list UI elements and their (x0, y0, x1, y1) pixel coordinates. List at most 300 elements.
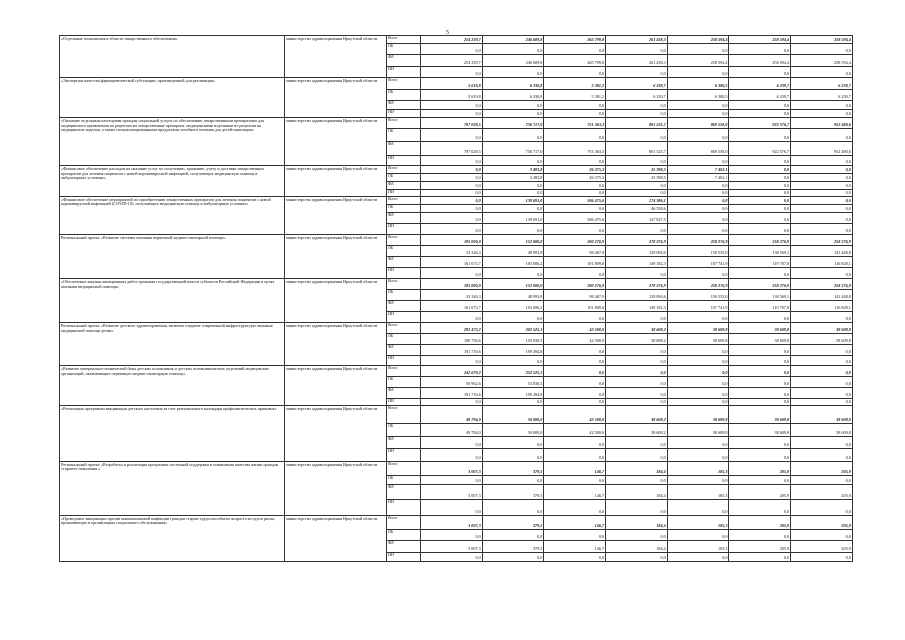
amount-cell: 205,9 (791, 515, 853, 529)
amount-cell: 103 006,2 (482, 256, 544, 267)
amount-cell: 0,0 (606, 66, 668, 78)
table-row (60, 234, 853, 245)
amount-cell: 0,0 (667, 366, 729, 377)
amount-cell: 25 398,5 (606, 166, 668, 174)
amount-cell: 6 239,7 (606, 89, 668, 101)
executor-cell: министерство здравоохранения Иркутской области (285, 515, 387, 562)
amount-cell: 3 007,3 (421, 515, 483, 529)
amount-cell: 0,0 (729, 212, 791, 223)
amount-cell: 258 594,4 (729, 55, 791, 67)
amount-cell: 38 609,8 (667, 323, 729, 334)
amount-cell: 0,0 (421, 128, 483, 142)
amount-cell: 38 608,2 (606, 334, 668, 345)
amount-cell: 150 535,0 (667, 245, 729, 256)
amount-cell: 184,4 (606, 540, 668, 553)
amount-cell: 0,0 (729, 101, 791, 110)
amount-cell: 0,0 (791, 500, 853, 516)
amount-cell: 0,0 (729, 500, 791, 516)
amount-cell: 0,0 (544, 66, 606, 78)
executor-cell: министерство здравоохранения Иркутской области (285, 196, 387, 234)
amount-cell: 119 707,8 (729, 301, 791, 312)
amount-cell: 5 619,8 (421, 78, 483, 90)
program-name-cell: «Отдельные полномочия в области лекарственного обеспечения» (60, 36, 285, 78)
table-row (60, 461, 853, 475)
amount-cell: 0,0 (791, 182, 853, 190)
amount-cell: 0,0 (606, 345, 668, 356)
funding-source-cell: ФБ (387, 484, 421, 500)
amount-cell: 0,0 (544, 475, 606, 484)
amount-cell: 199 494,8 (482, 345, 544, 356)
amount-cell: 53 030,3 (482, 377, 544, 388)
executor-cell: министерство здравоохранения Иркутской области (285, 366, 387, 406)
amount-cell: 161 673,7 (421, 256, 483, 267)
funding-source-cell: ОБ (387, 174, 421, 182)
amount-cell: 26 375,3 (544, 174, 606, 182)
funding-source-cell: ИИ (387, 312, 421, 323)
amount-cell: 379,5 (482, 484, 544, 500)
amount-cell: 707 028,5 (421, 142, 483, 156)
amount-cell: 149 182,3 (606, 301, 668, 312)
amount-cell: 38 608,2 (606, 405, 668, 424)
amount-cell: 0,0 (482, 475, 544, 484)
amount-cell: 48 993,8 (482, 245, 544, 256)
budget-table (59, 35, 853, 562)
funding-source-cell: ФБ (387, 182, 421, 190)
amount-cell: 0,0 (606, 128, 668, 142)
amount-cell: 922 576,7 (729, 142, 791, 156)
amount-cell: 0,0 (482, 449, 544, 462)
funding-source-cell: ИИ (387, 66, 421, 78)
amount-cell: 205,9 (791, 540, 853, 553)
amount-cell: 6 239,7 (791, 78, 853, 90)
amount-cell: 0,0 (482, 223, 544, 234)
amount-cell: 3 007,3 (421, 461, 483, 475)
amount-cell: 707 028,5 (421, 118, 483, 129)
amount-cell: 736 717,0 (482, 142, 544, 156)
amount-cell: 50 000,0 (482, 405, 544, 424)
amount-cell: 107 741,9 (667, 256, 729, 267)
amount-cell: 0,0 (667, 345, 729, 356)
amount-cell: 0,0 (791, 267, 853, 279)
program-name-cell: Региональный проект «Развитие детского здравоохранения, включая создание современной инфраструктуры оказания медицинской помощи детям» (60, 323, 285, 366)
amount-cell: 26 375,3 (544, 166, 606, 174)
amount-cell: 141 448,8 (791, 290, 853, 301)
amount-cell: 751 363,3 (544, 118, 606, 129)
funding-source-cell: Всего (387, 78, 421, 90)
amount-cell: 0,0 (544, 366, 606, 377)
amount-cell: 0,0 (791, 128, 853, 142)
amount-cell: 191 716,6 (421, 345, 483, 356)
amount-cell: 0,0 (544, 399, 606, 406)
amount-cell: 138 569,1 (729, 245, 791, 256)
amount-cell: 185,3 (667, 540, 729, 553)
funding-source-cell: Всего (387, 461, 421, 475)
funding-source-cell: ОБ (387, 89, 421, 101)
program-name-cell: «Обеспечение закупки авиационных работ органами государственной власти субъектов Российской Федерации в целях оказания медицинской помощи» (60, 279, 285, 323)
amount-cell: 0,0 (482, 436, 544, 449)
amount-cell: 0,0 (606, 223, 668, 234)
amount-cell: 0,0 (606, 155, 668, 166)
amount-cell: 146,7 (544, 484, 606, 500)
amount-cell: 0,0 (729, 449, 791, 462)
funding-source-cell: ФБ (387, 212, 421, 223)
funding-source-cell: Всего (387, 405, 421, 424)
amount-cell: 0,0 (729, 109, 791, 118)
amount-cell: 0,0 (606, 388, 668, 399)
amount-cell: 49 794,0 (421, 405, 483, 424)
funding-source-cell: Всего (387, 323, 421, 334)
amount-cell: 0,0 (667, 553, 729, 562)
amount-cell: 0,0 (729, 377, 791, 388)
amount-cell: 869 558,0 (667, 118, 729, 129)
amount-cell: 0,0 (791, 109, 853, 118)
amount-cell: 0,0 (544, 312, 606, 323)
amount-cell: 0,0 (421, 436, 483, 449)
page-number: 5 (446, 30, 449, 36)
amount-cell: 0,0 (421, 553, 483, 562)
amount-cell: 261 438,3 (606, 55, 668, 67)
amount-cell: 38 609,8 (729, 323, 791, 334)
amount-cell: 801 525,7 (606, 142, 668, 156)
amount-cell: 0,0 (482, 190, 544, 197)
amount-cell: 0,0 (544, 553, 606, 562)
amount-cell: 205,9 (729, 461, 791, 475)
amount-cell: 0,0 (544, 449, 606, 462)
funding-source-cell: ОБ (387, 529, 421, 540)
table-row (60, 405, 853, 424)
amount-cell: 49 794,0 (421, 424, 483, 437)
funding-source-cell: ОБ (387, 245, 421, 256)
amount-cell: 0,0 (544, 267, 606, 279)
funding-source-cell: ИИ (387, 267, 421, 279)
amount-cell: 258 594,4 (791, 36, 853, 44)
funding-source-cell: ФБ (387, 101, 421, 110)
amount-cell: 258 276,9 (729, 234, 791, 245)
amount-cell: 0,0 (606, 190, 668, 197)
amount-cell: 0,0 (667, 182, 729, 190)
program-name-cell: «Экспертиза качества фармацевтической субстанции, произведенной для реализации» (60, 78, 285, 118)
amount-cell: 3 007,3 (421, 540, 483, 553)
amount-cell: 146,7 (544, 461, 606, 475)
amount-cell: 0,0 (544, 128, 606, 142)
amount-cell: 0,0 (729, 436, 791, 449)
funding-source-cell: ОБ (387, 290, 421, 301)
amount-cell: 3 493,8 (482, 166, 544, 174)
funding-source-cell: ОБ (387, 377, 421, 388)
table-row (60, 366, 853, 377)
amount-cell: 129 094,6 (606, 290, 668, 301)
amount-cell: 185,3 (667, 484, 729, 500)
program-name-cell: «Финансовое обеспечение мероприятий по приобретению лекарственных препаратов для лечения пациентов с новой коронавирусной инфекцией (COVID-19), получающих медицинскую помощь в амбулаторных условиях» (60, 196, 285, 234)
amount-cell: 184,4 (606, 484, 668, 500)
amount-cell: 0,0 (791, 553, 853, 562)
amount-cell: 0,0 (482, 66, 544, 78)
amount-cell: 6 239,7 (729, 89, 791, 101)
amount-cell: 0,0 (421, 212, 483, 223)
amount-cell: 205,9 (729, 484, 791, 500)
funding-source-cell: ИИ (387, 190, 421, 197)
amount-cell: 161 673,7 (421, 301, 483, 312)
program-name-cell: «Реализация программы вакцинации детского населения за счет регионального календаря профилактических прививок» (60, 405, 285, 461)
funding-source-cell: ФБ (387, 388, 421, 399)
amount-cell: 952 480,6 (791, 142, 853, 156)
amount-cell: 278 276,9 (606, 234, 668, 245)
funding-source-cell: ОБ (387, 128, 421, 142)
table-row (60, 196, 853, 204)
amount-cell: 146,7 (544, 515, 606, 529)
funding-source-cell: ИИ (387, 449, 421, 462)
funding-source-cell: ФБ (387, 345, 421, 356)
amount-cell: 258 276,9 (791, 279, 853, 290)
amount-cell: 0,0 (544, 529, 606, 540)
amount-cell: 152 000,0 (482, 234, 544, 245)
amount-cell: 0,0 (606, 366, 668, 377)
amount-cell: 0,0 (729, 388, 791, 399)
amount-cell: 0,0 (482, 155, 544, 166)
amount-cell: 0,0 (729, 312, 791, 323)
amount-cell: 0,0 (421, 190, 483, 197)
amount-cell: 0,0 (791, 43, 853, 55)
amount-cell: 379,5 (482, 540, 544, 553)
amount-cell: 0,0 (421, 155, 483, 166)
amount-cell: 38 609,8 (791, 424, 853, 437)
amount-cell: 0,0 (606, 449, 668, 462)
amount-cell: 38 608,2 (606, 424, 668, 437)
amount-cell: 0,0 (729, 399, 791, 406)
amount-cell: 0,0 (667, 267, 729, 279)
amount-cell: 33 326,3 (421, 245, 483, 256)
amount-cell: 0,0 (667, 449, 729, 462)
amount-cell: 922 576,7 (729, 118, 791, 129)
amount-cell: 0,0 (421, 43, 483, 55)
amount-cell: 103 030,3 (482, 334, 544, 345)
funding-source-cell: Всего (387, 279, 421, 290)
amount-cell: 0,0 (421, 66, 483, 78)
funding-source-cell: ОБ (387, 475, 421, 484)
funding-source-cell: ИИ (387, 223, 421, 234)
amount-cell: 100 756,6 (421, 334, 483, 345)
amount-cell: 258 594,4 (791, 55, 853, 67)
amount-cell: 0,0 (482, 204, 544, 212)
funding-source-cell: ИИ (387, 399, 421, 406)
amount-cell: 0,0 (791, 66, 853, 78)
amount-cell: 0,0 (482, 312, 544, 323)
amount-cell: 195 000,0 (421, 234, 483, 245)
executor-cell: министерство здравоохранения Иркутской области (285, 279, 387, 323)
funding-source-cell: Всего (387, 196, 421, 204)
amount-cell: 0,0 (729, 475, 791, 484)
amount-cell: 0,0 (791, 399, 853, 406)
amount-cell: 0,0 (729, 166, 791, 174)
amount-cell: 0,0 (667, 109, 729, 118)
amount-cell: 200 276,9 (544, 279, 606, 290)
amount-cell: 146,7 (544, 540, 606, 553)
funding-source-cell: ИИ (387, 356, 421, 366)
amount-cell: 0,0 (667, 101, 729, 110)
amount-cell: 0,0 (667, 312, 729, 323)
funding-source-cell: ИИ (387, 500, 421, 516)
amount-cell: 174 386,1 (606, 196, 668, 204)
table-row (60, 515, 853, 529)
amount-cell: 246 609,8 (482, 36, 544, 44)
amount-cell: 7 402,1 (667, 166, 729, 174)
amount-cell: 116 828,1 (791, 256, 853, 267)
funding-source-cell: ОБ (387, 43, 421, 55)
amount-cell: 0,0 (667, 399, 729, 406)
funding-source-cell: ФБ (387, 301, 421, 312)
amount-cell: 0,0 (421, 223, 483, 234)
amount-cell: 38 609,8 (791, 334, 853, 345)
amount-cell: 0,0 (421, 500, 483, 516)
amount-cell: 0,0 (606, 101, 668, 110)
table-row (60, 118, 853, 129)
amount-cell: 0,0 (606, 356, 668, 366)
amount-cell: 0,0 (421, 475, 483, 484)
amount-cell: 0,0 (791, 101, 853, 110)
amount-cell: 0,0 (729, 182, 791, 190)
amount-cell: 38 609,8 (791, 323, 853, 334)
amount-cell: 0,0 (791, 155, 853, 166)
amount-cell: 0,0 (791, 174, 853, 182)
amount-cell: 205,9 (791, 484, 853, 500)
amount-cell: 0,0 (667, 190, 729, 197)
amount-cell: 258 276,9 (729, 279, 791, 290)
amount-cell: 0,0 (729, 128, 791, 142)
amount-cell: 0,0 (421, 174, 483, 182)
amount-cell: 0,0 (667, 204, 729, 212)
amount-cell: 38 609,8 (667, 424, 729, 437)
amount-cell: 42 500,0 (544, 424, 606, 437)
amount-cell: 0,0 (729, 529, 791, 540)
amount-cell: 252 525,1 (482, 366, 544, 377)
amount-cell: 0,0 (729, 204, 791, 212)
amount-cell: 0,0 (421, 267, 483, 279)
amount-cell: 0,0 (606, 267, 668, 279)
amount-cell: 0,0 (667, 223, 729, 234)
amount-cell: 6 239,7 (729, 78, 791, 90)
amount-cell: 139 691,0 (482, 196, 544, 204)
amount-cell: 258 276,9 (667, 279, 729, 290)
amount-cell: 0,0 (421, 399, 483, 406)
amount-cell: 952 480,6 (791, 118, 853, 129)
amount-cell: 254 239,7 (421, 36, 483, 44)
amount-cell: 265 799,8 (544, 36, 606, 44)
amount-cell: 0,0 (421, 166, 483, 174)
amount-cell: 185,3 (667, 515, 729, 529)
executor-cell: министерство здравоохранения Иркутской области (285, 234, 387, 279)
amount-cell: 0,0 (791, 166, 853, 174)
amount-cell: 0,0 (482, 109, 544, 118)
amount-cell: 50 962,6 (421, 377, 483, 388)
amount-cell: 0,0 (667, 388, 729, 399)
amount-cell: 0,0 (544, 101, 606, 110)
amount-cell: 379,5 (482, 515, 544, 529)
funding-source-cell: Всего (387, 166, 421, 174)
amount-cell: 150 535,0 (667, 290, 729, 301)
amount-cell: 0,0 (791, 388, 853, 399)
amount-cell: 0,0 (544, 436, 606, 449)
amount-cell: 149 182,3 (606, 256, 668, 267)
amount-cell: 801 525,7 (606, 118, 668, 129)
amount-cell: 101 809,0 (544, 256, 606, 267)
amount-cell: 0,0 (482, 101, 544, 110)
funding-source-cell: ФБ (387, 55, 421, 67)
amount-cell: 0,0 (544, 109, 606, 118)
amount-cell: 38 608,2 (606, 323, 668, 334)
funding-source-cell: ОБ (387, 424, 421, 437)
amount-cell: 0,0 (791, 436, 853, 449)
amount-cell: 0,0 (482, 182, 544, 190)
amount-cell: 38 609,8 (729, 334, 791, 345)
funding-source-cell: ИИ (387, 553, 421, 562)
amount-cell: 0,0 (791, 449, 853, 462)
amount-cell: 0,0 (791, 196, 853, 204)
executor-cell: министерство здравоохранения Иркутской области (285, 78, 387, 118)
amount-cell: 5 381,2 (544, 78, 606, 90)
funding-source-cell: ФБ (387, 436, 421, 449)
funding-source-cell: Всего (387, 118, 421, 129)
amount-cell: 38 609,8 (791, 405, 853, 424)
amount-cell: 258 594,4 (667, 55, 729, 67)
amount-cell: 205,9 (729, 515, 791, 529)
amount-cell: 0,0 (544, 356, 606, 366)
funding-source-cell: ФБ (387, 142, 421, 156)
amount-cell: 3 007,3 (421, 484, 483, 500)
amount-cell: 0,0 (667, 212, 729, 223)
amount-cell: 0,0 (667, 475, 729, 484)
amount-cell: 205,9 (791, 461, 853, 475)
amount-cell: 0,0 (482, 267, 544, 279)
amount-cell: 6 330,8 (482, 78, 544, 90)
amount-cell: 254 239,7 (421, 55, 483, 67)
amount-cell: 127 827,5 (606, 212, 668, 223)
amount-cell: 7 402,1 (667, 174, 729, 182)
amount-cell: 0,0 (667, 43, 729, 55)
executor-cell: министерство здравоохранения Иркутской области (285, 461, 387, 515)
amount-cell: 191 716,6 (421, 388, 483, 399)
amount-cell: 0,0 (421, 312, 483, 323)
amount-cell: 0,0 (544, 388, 606, 399)
amount-cell: 6 380,5 (667, 78, 729, 90)
table-row (60, 78, 853, 90)
amount-cell: 0,0 (544, 377, 606, 388)
amount-cell: 0,0 (791, 223, 853, 234)
amount-cell: 0,0 (729, 356, 791, 366)
amount-cell: 0,0 (729, 190, 791, 197)
amount-cell: 0,0 (606, 312, 668, 323)
amount-cell: 42 500,0 (544, 405, 606, 424)
funding-source-cell: Всего (387, 515, 421, 529)
table-row (60, 166, 853, 174)
amount-cell: 751 363,3 (544, 142, 606, 156)
amount-cell: 0,0 (729, 66, 791, 78)
amount-cell: 0,0 (791, 356, 853, 366)
amount-cell: 246 609,8 (482, 55, 544, 67)
amount-cell: 258 276,9 (667, 234, 729, 245)
program-name-cell: «Оказание отдельным категориям граждан социальной услуги по обеспечению лекарственными препаратами для медицинского применения по рецептам на лекарственные препараты, медицинскими изделиями по рецептам на медицинские изделия, а также специализированными продуктами лечебного питания для детей-инвалидов» (60, 118, 285, 166)
amount-cell: 0,0 (791, 529, 853, 540)
amount-cell: 265 799,8 (544, 55, 606, 67)
amount-cell: 0,0 (606, 500, 668, 516)
amount-cell: 869 558,0 (667, 142, 729, 156)
program-name-cell: Региональный проект «Разработка и реализация программы системной поддержки и повышения качества жизни граждан старшего поколения » (60, 461, 285, 515)
program-name-cell: «Проведение вакцинации против пневмококковой инфекции граждан старше трудоспособного возраста из групп риска, проживающих в организациях социального обслуживания» (60, 515, 285, 562)
funding-source-cell: Всего (387, 366, 421, 377)
amount-cell: 0,0 (421, 529, 483, 540)
amount-cell: 0,0 (791, 345, 853, 356)
amount-cell: 0,0 (544, 182, 606, 190)
amount-cell: 0,0 (667, 128, 729, 142)
